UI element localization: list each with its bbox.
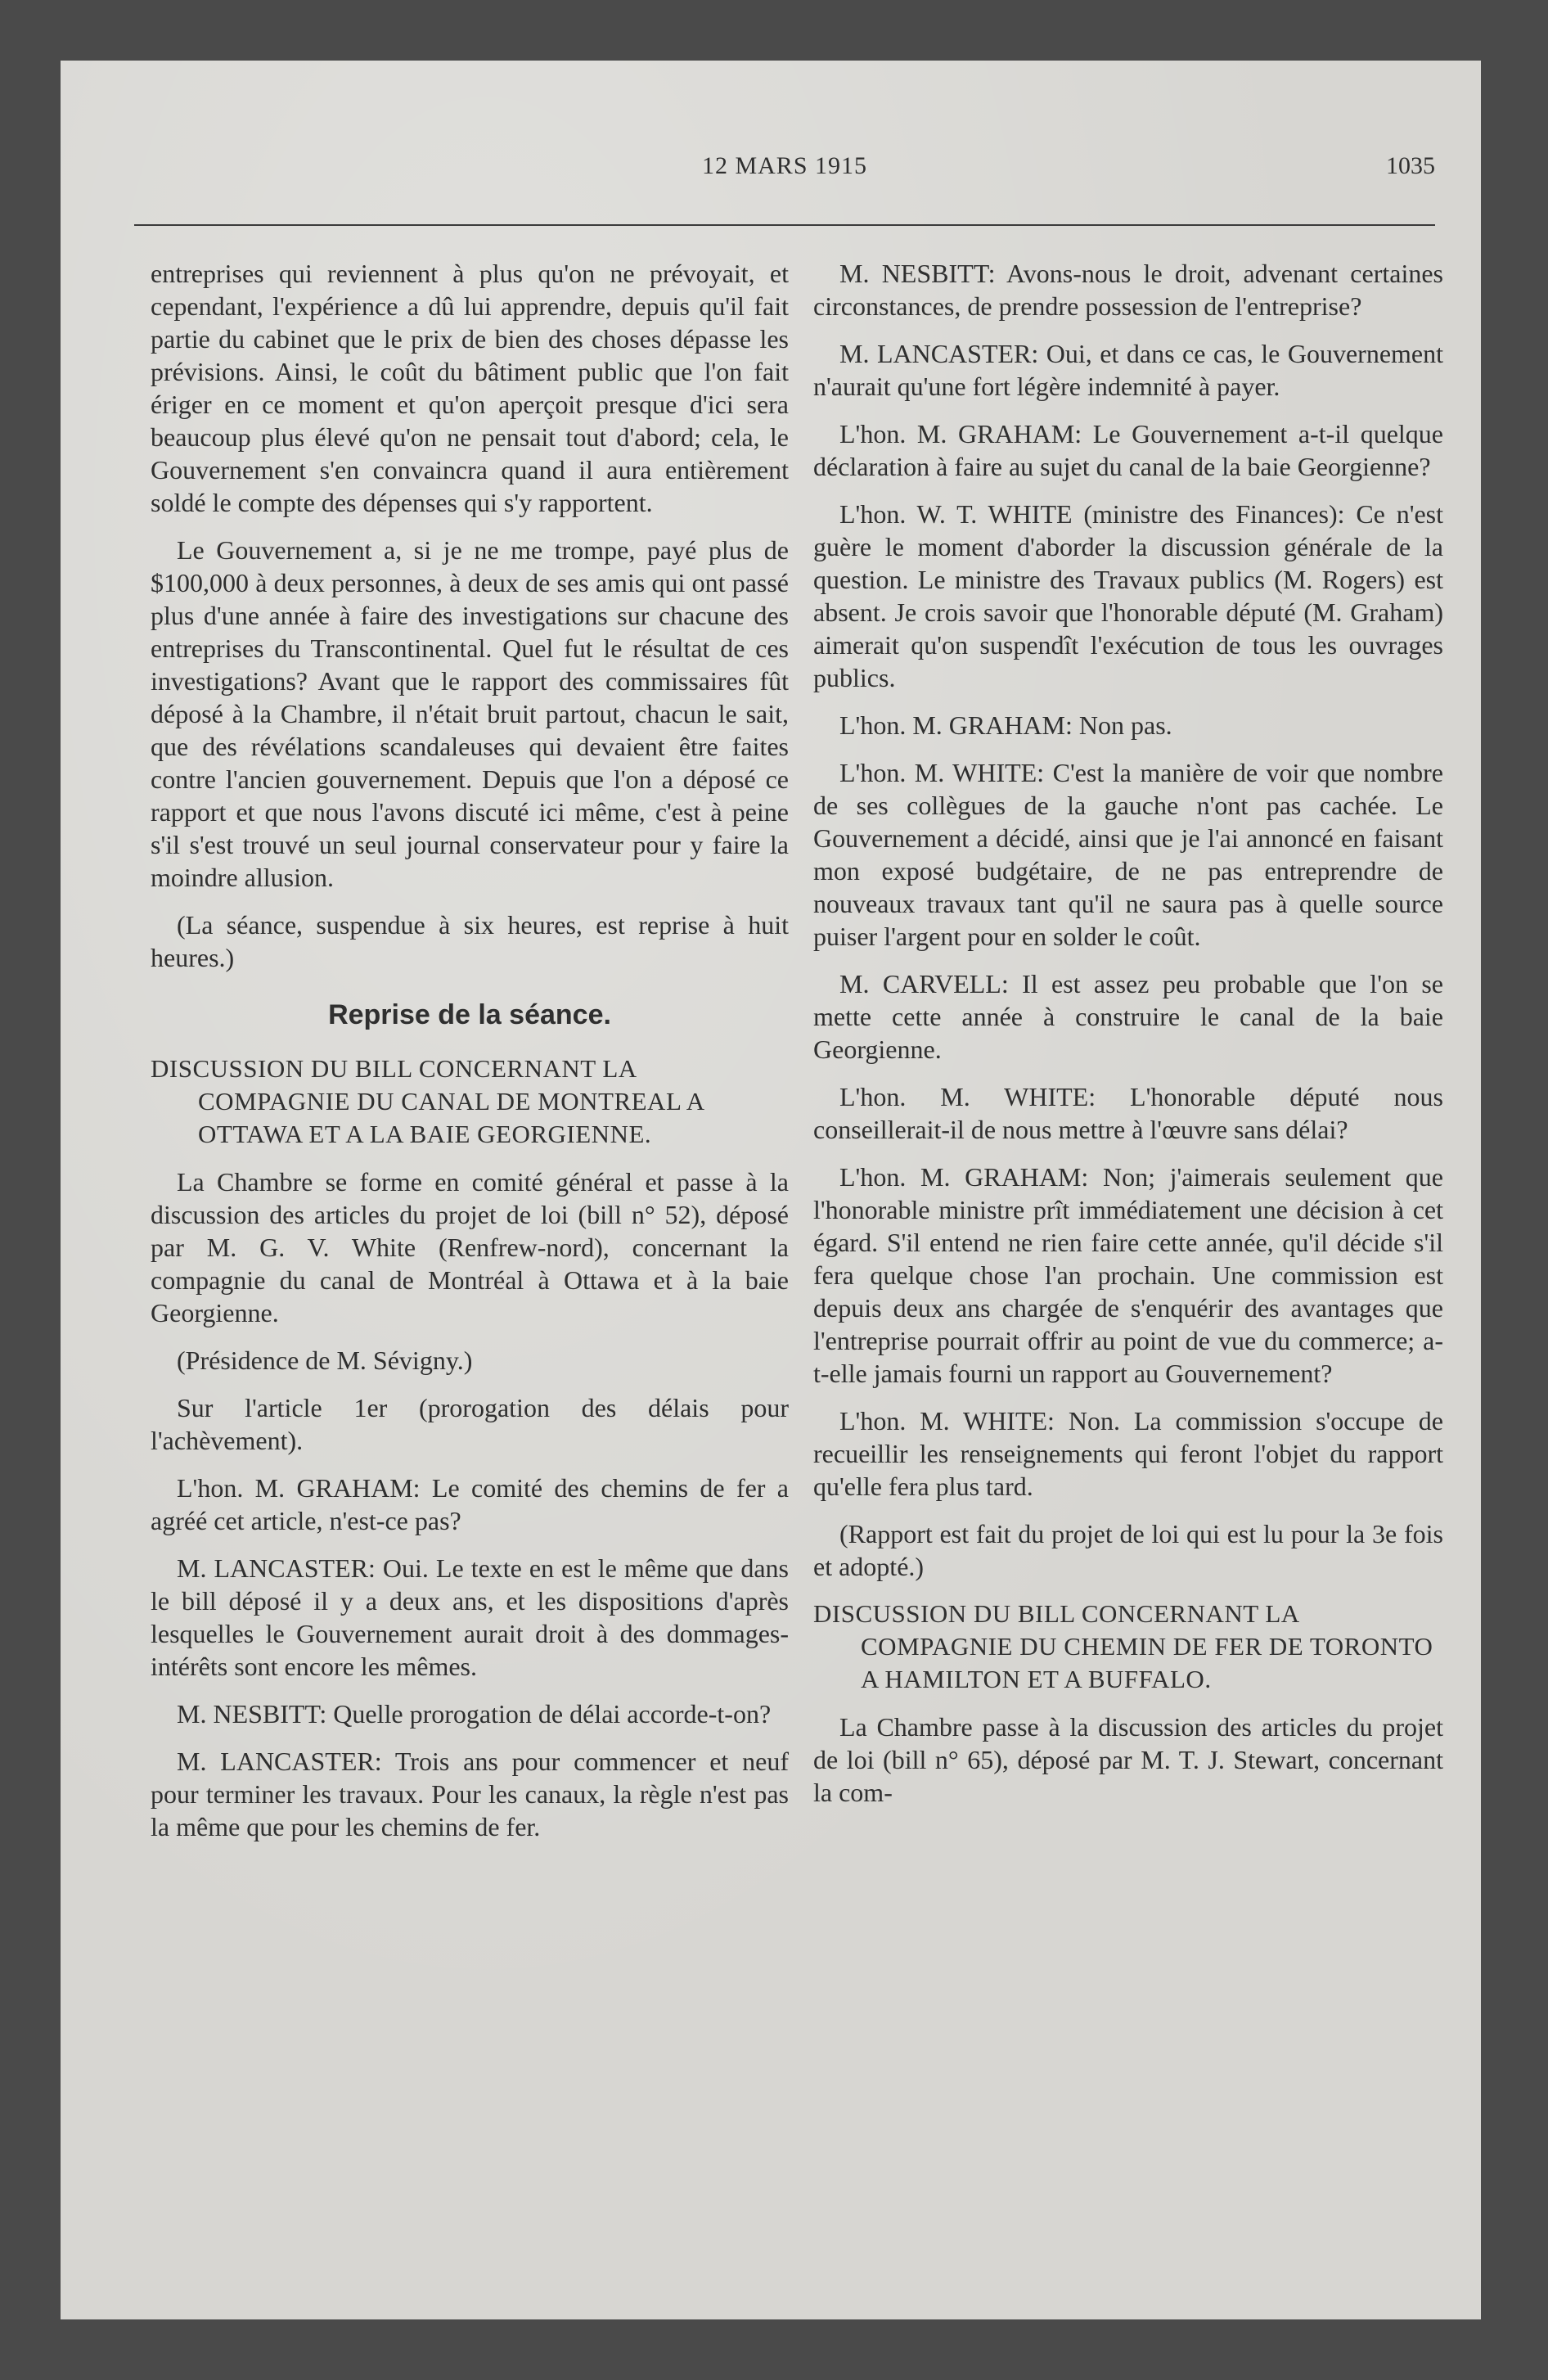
paragraph: L'hon. M. WHITE: Non. La commission s'occupe de recueillir les renseignements qui feront l'objet du rapport qu'elle fera plus tard.	[813, 1406, 1443, 1501]
document-page	[61, 61, 1481, 2319]
paragraph: M. LANCASTER: Oui. Le texte en est le même que dans le bill déposé il y a deux ans, et les dispositions d'après lesquelles le Gouvernement aurait droit à des dommages-intérêts sont encore les mêmes.	[151, 1553, 789, 1681]
paragraph: L'hon. M. WHITE: L'honorable député nous conseillerait-il de nous mettre à l'œuvre sans délai?	[813, 1082, 1443, 1144]
paragraph: L'hon. M. GRAHAM: Le comité des chemins de fer a agréé cet article, n'est-ce pas?	[151, 1473, 789, 1535]
paragraph: M. NESBITT: Quelle prorogation de délai accorde-t-on?	[177, 1699, 772, 1729]
left-column	[151, 257, 789, 1858]
paragraph: L'hon. W. T. WHITE (ministre des Finances): Ce n'est guère le moment d'aborder la discussion générale de la question. Le ministre des Travaux publics (M. Rogers) est absent. Je crois savoir que l'honorable député (M. Graham) aimerait qu'on suspendît l'exécution de tous les ouvrages publics.	[813, 499, 1443, 692]
bill-heading: DISCUSSION DU BILL CONCERNANT LA COMPAGNIE DU CHEMIN DE FER DE TORONTO A HAMILTON ET A BUFFALO.	[813, 1599, 1433, 1693]
paragraph: L'hon. M. GRAHAM: Non; j'aimerais seulement que l'honorable ministre prît immédiatement une décision à cet égard. S'il entend ne rien faire cette année, qu'il décide s'il fera quelque chose l'an prochain. Une commission est depuis deux ans chargée de s'enquérir des avantages que l'entreprise pourrait offrir au point de vue du commerce; a-t-elle jamais fourni un rapport au Gouvernement?	[813, 1162, 1443, 1388]
paragraph: L'hon. M. GRAHAM: Le Gouvernement a-t-il quelque déclaration à faire au sujet du canal de la baie Georgienne?	[813, 419, 1443, 481]
page-number: 1035	[1386, 152, 1435, 179]
page-header	[134, 152, 1435, 201]
paragraph: (Présidence de M. Sévigny.)	[177, 1346, 473, 1375]
paragraph: M. LANCASTER: Trois ans pour commencer et neuf pour terminer les travaux. Pour les canaux, la règle n'est pas la même que pour les chemins de fer.	[151, 1747, 789, 1841]
paragraph: Le Gouvernement a, si je ne me trompe, payé plus de $100,000 à deux personnes, à deux de ses amis qui ont passé plus d'une année à faire des investigations sur chacune des entreprises du Transcontinental. Quel fut le résultat de ces investigations? Avant que le rapport des commissaires fût déposé à la Chambre, il n'était bruit partout, chacun le sait, que des révélations scandaleuses qui devaient être faites contre l'ancien gouvernement. Depuis que l'on a déposé ce rapport et que nous l'avons discuté ici même, c'est à peine s'il s'est trouvé un seul journal conservateur pour y faire la moindre allusion.	[151, 535, 789, 892]
header-rule	[134, 224, 1435, 226]
bill-heading: DISCUSSION DU BILL CONCERNANT LA COMPAGNIE DU CANAL DE MONTREAL A OTTAWA ET A LA BAIE GEORGIENNE.	[151, 1054, 704, 1148]
paragraph: M. LANCASTER: Oui, et dans ce cas, le Gouvernement n'aurait qu'une fort légère indemnité à payer.	[813, 339, 1443, 401]
paragraph: entreprises qui reviennent à plus qu'on ne prévoyait, et cependant, l'expérience a dû lui apprendre, depuis qu'il fait partie du cabinet que le prix de bien des choses dépasse les prévisions. Ainsi, le coût du bâtiment public que l'on fait ériger en ce moment et qu'on aperçoit presque d'ici sera beaucoup plus élevé qu'on ne pensait tout d'abord; cela, le Gouvernement s'en convaincra quand il aura entièrement soldé le compte des dépenses qui s'y rapportent.	[151, 259, 789, 517]
paragraph: (Rapport est fait du projet de loi qui est lu pour la 3e fois et adopté.)	[813, 1519, 1443, 1581]
paragraph: M. CARVELL: Il est assez peu probable que l'on se mette cette année à construire le canal de la baie Georgienne.	[813, 969, 1443, 1064]
paragraph: La Chambre se forme en comité général et passe à la discussion des articles du projet de loi (bill n° 52), déposé par M. G. V. White (Renfrew-nord), concernant la compagnie du canal de Montréal à Ottawa et à la baie Georgienne.	[151, 1167, 789, 1327]
paragraph: L'hon. M. GRAHAM: Non pas.	[839, 710, 1172, 740]
paragraph: (La séance, suspendue à six heures, est reprise à huit heures.)	[151, 910, 789, 972]
paragraph: L'hon. M. WHITE: C'est la manière de voir que nombre de ses collègues de la gauche n'ont pas cachée. Le Gouvernement a décidé, ainsi que je l'ai annoncé en faisant mon exposé budgétaire, de ne pas entreprendre de nouveaux travaux tant qu'il ne saura pas à quelle source puiser l'argent pour en solder le coût.	[813, 758, 1443, 951]
right-column	[813, 257, 1443, 1823]
paragraph: La Chambre passe à la discussion des articles du projet de loi (bill n° 65), déposé par M. T. J. Stewart, concernant la com-	[813, 1712, 1443, 1807]
paragraph: M. NESBITT: Avons-nous le droit, advenant certaines circonstances, de prendre possession de l'entreprise?	[813, 259, 1443, 321]
section-title: Reprise de la séance.	[328, 999, 611, 1030]
page-date: 12 MARS 1915	[701, 152, 868, 179]
paragraph: Sur l'article 1er (prorogation des délais pour l'achèvement).	[151, 1393, 789, 1455]
